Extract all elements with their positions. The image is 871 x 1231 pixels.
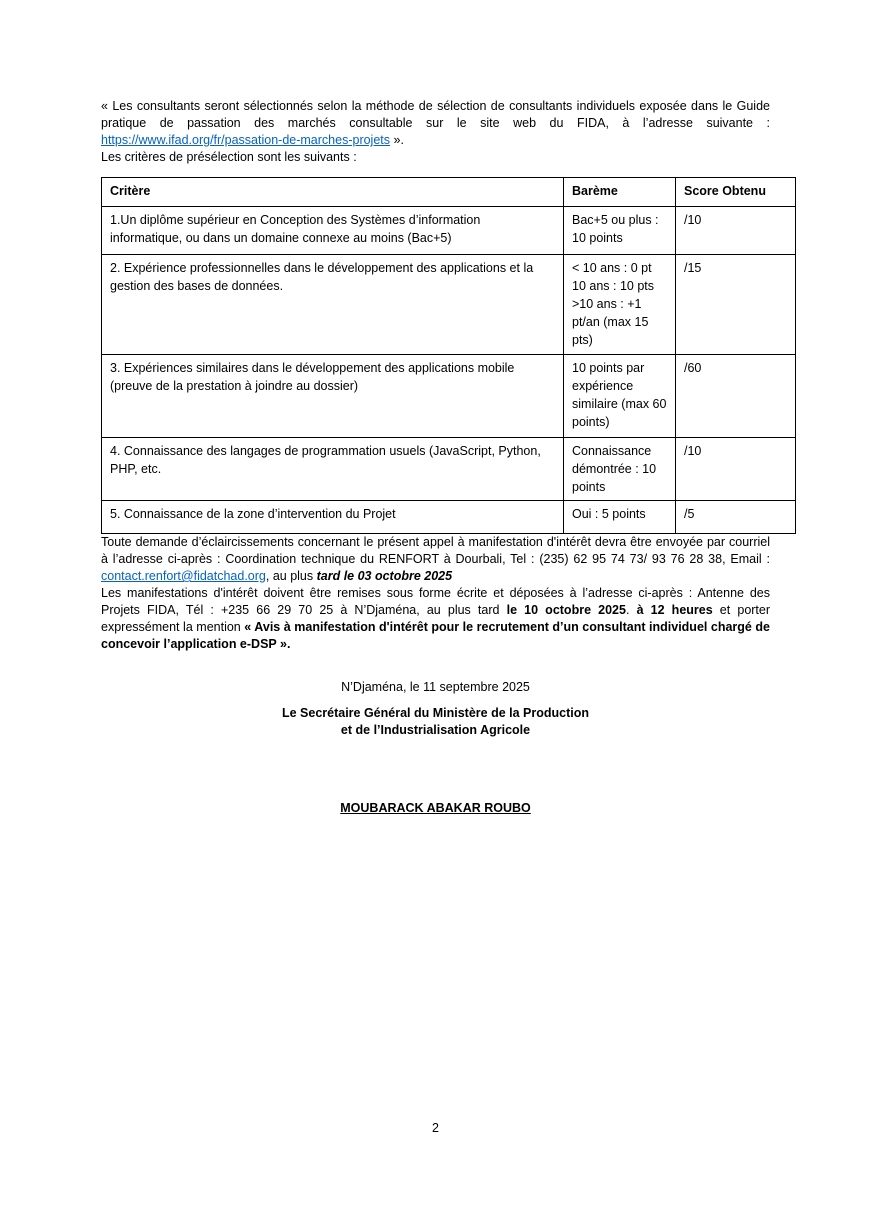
submission-text-3: et porter expressément la mention (101, 603, 771, 634)
bareme-text: 10 points par expérience similaire (max 60 points) (564, 355, 676, 438)
table-row (102, 501, 796, 534)
score-cell: /10 (676, 207, 796, 255)
submission-mention: « Avis à manifestation d'intérêt pour le recrutement d’un consultant individuel chargé de concevoir l’application e-DSP ». (101, 620, 770, 651)
selection-method-suffix: ». (390, 133, 404, 147)
table-row (102, 255, 796, 355)
selection-method-paragraph (101, 98, 770, 149)
clarification-deadline: tard le 03 octobre 2025 (316, 569, 453, 583)
score-cell: /10 (676, 438, 796, 501)
bareme-text: Bac+5 ou plus : 10 points (564, 207, 676, 255)
bareme-text: < 10 ans : 0 pt 10 ans : 10 pts >10 ans : +1 pt/an (max 15 pts) (564, 255, 676, 355)
criteria-table (101, 177, 796, 534)
dateline: N’Djaména, le 11 septembre 2025 (341, 680, 530, 694)
column-header-critere: Critère (102, 178, 564, 207)
bareme-text: Oui : 5 points (564, 501, 676, 534)
table-row (102, 207, 796, 255)
score-cell: /60 (676, 355, 796, 438)
criteria-intro-text: Les critères de présélection sont les suivants : (101, 150, 357, 164)
contact-email-link[interactable]: contact.renfort@fidatchad.org (101, 569, 266, 583)
document-content (101, 98, 770, 817)
signatory-title-line2: et de l’Industrialisation Agricole (340, 723, 531, 737)
ifad-procurement-link[interactable]: https://www.ifad.org/fr/passation-de-marches-projets (101, 133, 391, 147)
signatory-title-line1: Le Secrétaire Général du Ministère de la Production (281, 706, 590, 720)
criterion-text: 2. Expérience professionnelles dans le développement des applications et la gestion des bases de données. (102, 255, 564, 355)
submission-paragraph (101, 585, 770, 653)
criterion-text: 3. Expériences similaires dans le développement des applications mobile (preuve de la prestation à joindre au dossier) (102, 355, 564, 438)
criterion-text: 4. Connaissance des langages de programmation usuels (JavaScript, Python, PHP, etc. (102, 438, 564, 501)
table-header-row (102, 178, 796, 207)
column-header-score: Score Obtenu (676, 178, 796, 207)
table-row (102, 355, 796, 438)
selection-method-text: « Les consultants seront sélectionnés selon la méthode de sélection de consultants individuels exposée dans le Guide pratique de passation des marchés consultable sur le site web du FIDA, à l’adresse suivante : (101, 99, 770, 130)
submission-text-2: . (625, 603, 637, 617)
submission-text: Les manifestations d'intérêt doivent être remises sous forme écrite et déposées à l’adresse ci-après : Antenne des Projets FIDA, Tél : +235 66 29 70 25 à N’Djaména, au plus tard (101, 586, 770, 617)
signatory-name: MOUBARACK ABAKAR ROUBO (340, 801, 531, 815)
table-row (102, 438, 796, 501)
criterion-text: 1.Un diplôme supérieur en Conception des Systèmes d’information informatique, ou dans un domaine connexe au moins (Bac+5) (102, 207, 564, 255)
criterion-text: 5. Connaissance de la zone d’intervention du Projet (102, 501, 564, 534)
clarification-text: Toute demande d’éclaircissements concernant le présent appel à manifestation d'intérêt devra être envoyée par courriel à l’adresse ci-après : Coordination technique du RENFORT à Dourbali, Tel : (235) 62 95 74 73/ 93 76 28 38, Email : (101, 535, 770, 566)
clarification-paragraph (101, 534, 770, 585)
submission-date: le 10 octobre 2025 (506, 603, 626, 617)
bareme-text: Connaissance démontrée : 10 points (564, 438, 676, 501)
score-cell: /5 (676, 501, 796, 534)
submission-time: à 12 heures (636, 603, 713, 617)
column-header-bareme: Barème (564, 178, 676, 207)
page-number: 2 (432, 1121, 439, 1135)
signatory-title (101, 705, 770, 739)
clarification-text-2: , au plus (265, 569, 317, 583)
score-cell: /15 (676, 255, 796, 355)
